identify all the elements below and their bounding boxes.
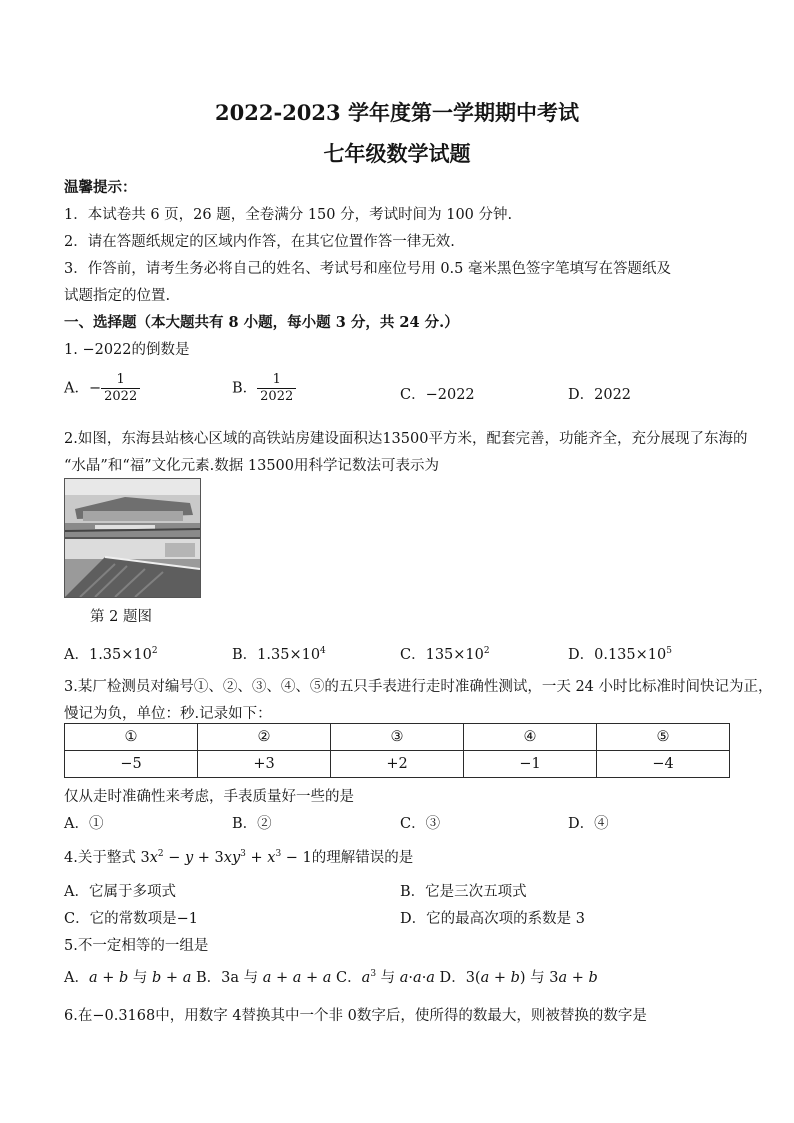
q5-options: A．a + b 与 b + a B．3a 与 a + a + a C．$a^3$ 与 a·a·a D．3(a + b) 与 3a + b [64, 969, 598, 986]
watch-test-table [64, 723, 730, 778]
q1-stem: 1. −2022的倒数是 [64, 342, 190, 358]
table-cell: ① [65, 724, 198, 751]
q3-option-d: D．④ [568, 816, 609, 832]
table-row [65, 751, 730, 778]
table-header-row [65, 724, 730, 751]
section-heading: 一、选择题（本大题共有 8 小题，每小题 3 分，共 24 分.） [64, 314, 459, 331]
exam-title: 2022-2023 学年度第一学期期中考试 [215, 100, 579, 125]
q2-stem-line1: 2.如图，东海县站核心区域的高铁站房建设面积达13500平方米，配套完善，功能齐全，充分展现了东海的 [64, 431, 748, 447]
tip-3: 3．作答前，请考生务必将自己的姓名、考试号和座位号用 0.5 毫米黑色签字笔填写在答题纸及 [64, 261, 671, 277]
q2-option-b: B．$1.35\times 10^4$ [232, 646, 326, 663]
q6-stem: 6.在−0.3168中，用数字 4替换其中一个非 0数字后，使所得的数最大，则被替换的数字是 [64, 1008, 647, 1024]
q1-option-b: B． $\frac{1}{2022}$ [232, 372, 296, 405]
station-photo-bottom [64, 538, 201, 598]
q3-followup: 仅从走时准确性来考虑，手表质量好一些的是 [64, 789, 354, 805]
q4-option-a: A．它属于多项式 [64, 884, 176, 900]
q2-option-c: C．$135\times 10^2$ [400, 646, 490, 663]
q2-option-d: D．$0.135\times 10^5$ [568, 646, 672, 663]
q3-option-a: A．① [64, 816, 104, 832]
q3-stem-line2: 慢记为负，单位：秒.记录如下： [64, 706, 272, 722]
tip-1: 1．本试卷共 6 页，26 题，全卷满分 150 分，考试时间为 100 分钟. [64, 207, 513, 223]
fraction: $\frac{1}{2022}$ [101, 372, 140, 405]
q4-option-b: B．它是三次五项式 [400, 884, 527, 900]
table-cell: ④ [464, 724, 597, 751]
table-cell: +2 [331, 751, 464, 778]
figure-caption: 第 2 题图 [90, 609, 152, 625]
tip-2: 2．请在答题纸规定的区域内作答，在其它位置作答一律无效. [64, 234, 455, 250]
tips-heading: 温馨提示： [64, 179, 137, 196]
q3-option-c: C．③ [400, 816, 441, 832]
q1-option-a: A．− $\frac{1}{2022}$ [64, 372, 140, 405]
q3-option-b: B．② [232, 816, 272, 832]
table-cell: +3 [198, 751, 331, 778]
q4-option-c: C．它的常数项是−1 [64, 911, 198, 927]
tip-3-continued: 试题指定的位置. [64, 288, 171, 304]
fraction: $\frac{1}{2022}$ [257, 372, 296, 405]
station-photo-top [64, 478, 201, 538]
table-cell: ② [198, 724, 331, 751]
q3-stem-line1: 3.某厂检测员对编号①、②、③、④、⑤的五只手表进行走时准确性测试，一天 24 小时比标准时间快记为正， [64, 679, 773, 695]
table-cell: −1 [464, 751, 597, 778]
q1-option-c: C．−2022 [400, 387, 475, 403]
q4-option-d: D．它的最高次项的系数是 3 [400, 911, 585, 927]
q2-option-a: A．$1.35\times 10^2$ [64, 646, 158, 663]
q4-stem: 4.关于整式 $3x^2 - y + 3xy^3 + x^3 - 1$的理解错误的是 [64, 849, 414, 866]
q4-polynomial: $3x^2 - y + 3xy^3 + x^3 - 1$ [140, 849, 312, 866]
table-cell: −4 [597, 751, 730, 778]
table-cell: ⑤ [597, 724, 730, 751]
q2-stem-line2: “水晶”和“福”文化元素.数据 13500用科学记数法可表示为 [64, 458, 439, 474]
q5-stem: 5.不一定相等的一组是 [64, 938, 209, 954]
table-cell: −5 [65, 751, 198, 778]
q1-option-d: D．2022 [568, 387, 632, 403]
table-cell: ③ [331, 724, 464, 751]
exam-subtitle: 七年级数学试题 [323, 141, 471, 166]
